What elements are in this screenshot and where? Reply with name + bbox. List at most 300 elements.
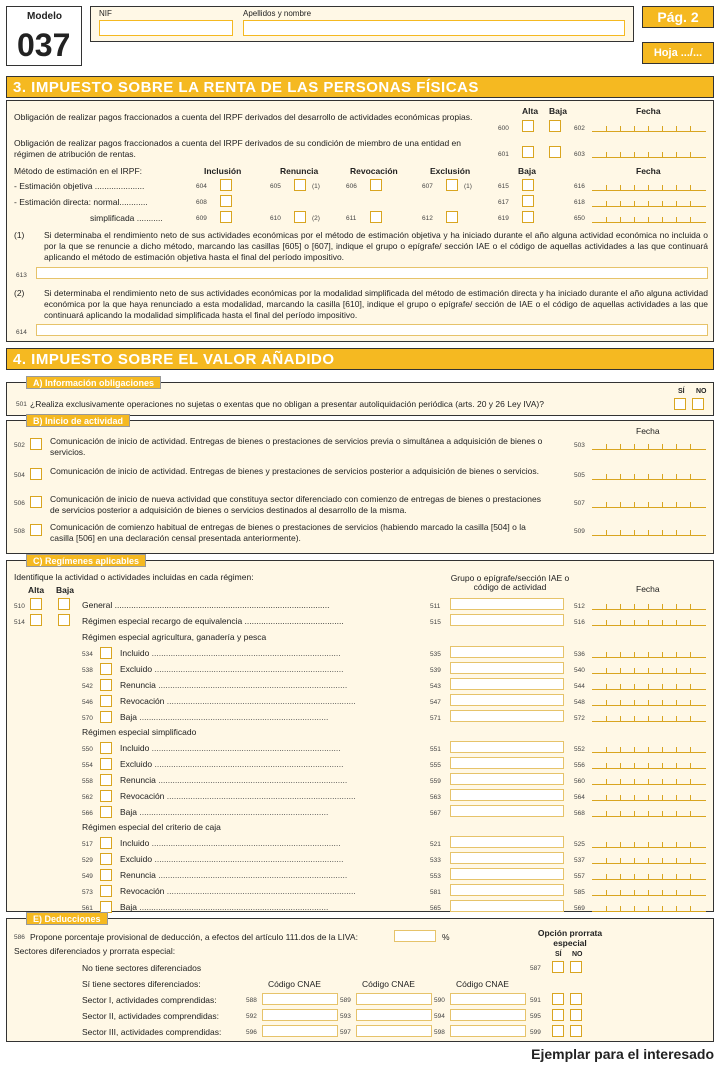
code-600: 600 [498,125,509,132]
date-564[interactable] [592,787,706,801]
dot-leader: ................................................................................ [152,759,344,769]
code-542: 542 [82,683,93,690]
alta-header: Alta [522,106,539,116]
code-539: 539 [430,667,441,674]
checkbox-615[interactable] [522,179,534,191]
cnae-header-2: Código CNAE [362,979,415,989]
checkbox-610[interactable] [294,211,306,223]
caja-header: Régimen especial del criterio de caja [82,822,221,832]
code-589: 589 [340,997,351,1004]
date-536[interactable] [592,644,706,658]
code-555: 555 [430,762,441,769]
checkbox-baja-510[interactable] [58,598,70,610]
baja-header: Baja [549,106,567,116]
date-512[interactable] [592,596,706,610]
checkbox-595-no[interactable] [570,1009,582,1021]
regime-label-554 [120,759,420,769]
date-503[interactable] [592,436,706,450]
code-610: 610 [270,215,281,222]
checkbox-508[interactable] [30,524,42,536]
code-552: 552 [574,746,585,753]
col-baja: Baja [518,166,536,176]
regime-label-562 [120,791,420,801]
regime-label-534 [120,648,420,658]
date-540[interactable] [592,660,706,674]
regime-label-558 [120,775,420,785]
regime-label-text: Renuncia [120,680,156,690]
checkbox-510[interactable] [30,598,42,610]
checkbox-538[interactable] [100,663,112,675]
code-609: 609 [196,215,207,222]
code-514: 514 [14,619,25,626]
date-616[interactable] [592,177,706,191]
field-547[interactable] [450,694,564,706]
field-581[interactable] [450,884,564,896]
estimacion-directa-normal-label: - Estimación directa: normal............ [14,197,148,207]
modelo-number: 037 [17,27,71,63]
a-si-header: SÍ [678,388,685,395]
checkbox-529[interactable] [100,853,112,865]
code-617: 617 [498,199,509,206]
simplificado-header: Régimen especial simplificado [82,727,197,737]
date-516[interactable] [592,612,706,626]
inicio-text-504: Comunicación de inicio de actividad. Entregas de bienes y prestaciones de servicios posterior a adquisición de bienes o servicios. [50,466,540,476]
code-551: 551 [430,746,441,753]
regime-label-570 [120,712,420,722]
field-614[interactable] [36,324,708,336]
nif-label: NIF [99,9,112,18]
checkbox-514[interactable] [30,614,42,626]
note-2-text: Si determinaba el rendimiento neto de sus actividades económicas por la modalidad simplificada del método de estimación directa y ha iniciado durante el año alguna actividad económica por la que haya renunciado a esta modalidad, marcando la casilla [610], indique el grupo o epígrafe/ sección de IAE o el código de aquellas actividades a las que continuará aplicando la modalidad simplificada hasta el final del período impositivo. [44,288,708,320]
code-615: 615 [498,183,509,190]
checkbox-599-si[interactable] [552,1025,564,1037]
field-565[interactable] [450,900,564,912]
dot-leader: ................................................................................ [164,791,356,801]
field-597[interactable] [356,1025,432,1037]
code-505: 505 [574,472,585,479]
code-506: 506 [14,500,25,507]
regime-label-566 [120,807,420,817]
code-588: 588 [246,997,257,1004]
code-561: 561 [82,905,93,912]
checkbox-549[interactable] [100,869,112,881]
code-559: 559 [430,778,441,785]
sector-label-2: Sector II, actividades comprendidas: [82,1011,220,1021]
note-1-marker: (1) [14,230,25,240]
sector-label-3: Sector III, actividades comprendidas: [82,1027,222,1037]
nif-field[interactable] [99,20,233,36]
field-571[interactable] [450,710,564,722]
checkbox-501-no[interactable] [692,398,704,410]
cnae-header-3: Código CNAE [456,979,509,989]
code-534: 534 [82,651,93,658]
code-521: 521 [430,841,441,848]
code-595: 595 [530,1013,541,1020]
field-592[interactable] [262,1009,338,1021]
date-602[interactable] [592,118,706,132]
general-label: General ........................................................................................... [82,600,330,610]
checkbox-607[interactable] [446,179,458,191]
obligacion-1: Obligación de realizar pagos fraccionados a cuenta del IRPF derivados del desarrollo de actividades económicas propias. [14,112,473,122]
identification-box [90,6,634,42]
checkbox-595-si[interactable] [552,1009,564,1021]
regime-label-text: Baja [120,807,138,817]
field-563[interactable] [450,789,564,801]
section-3-title: 3. IMPUESTO SOBRE LA RENTA DE LAS PERSONAS FÍSICAS [6,76,714,98]
code-543: 543 [430,683,441,690]
code-537: 537 [574,857,585,864]
regime-label-text: Baja [120,712,138,722]
agricultura-header: Régimen especial agricultura, ganadería y pesca [82,632,267,642]
date-568[interactable] [592,803,706,817]
code-563: 563 [430,794,441,801]
field-586[interactable] [394,930,436,942]
apellidos-field[interactable] [243,20,625,36]
regime-label-561 [120,902,420,912]
section-4-title: 4. IMPUESTO SOBRE EL VALOR AÑADIDO [6,348,714,370]
code-605: 605 [270,183,281,190]
tab-a: A) Información obligaciones [26,376,161,389]
pct-sign: % [442,932,450,942]
code-553: 553 [430,873,441,880]
checkbox-502[interactable] [30,438,42,450]
mark-607: (1) [464,183,472,190]
mark-610: (2) [312,215,320,222]
modelo-label: Modelo [27,11,62,22]
code-544: 544 [574,683,585,690]
code-569: 569 [574,905,585,912]
page-box [642,6,714,28]
checkbox-501-si[interactable] [674,398,686,410]
code-568: 568 [574,810,585,817]
regime-label-text: Revocación [120,696,165,706]
code-533: 533 [430,857,441,864]
e-no-header: NO [572,951,583,958]
checkbox-605[interactable] [294,179,306,191]
date-603[interactable] [592,144,706,158]
field-551[interactable] [450,741,564,753]
regime-label-text: Excluido [120,759,153,769]
checkbox-baja-601[interactable] [549,146,561,158]
field-521[interactable] [450,836,564,848]
field-589[interactable] [356,993,432,1005]
a-no-header: NO [696,388,707,395]
code-546: 546 [82,699,93,706]
question-501: ¿Realiza exclusivamente operaciones no sujetas o exentas que no obligan a presentar autoliquidación periódica (arts. 20 y 26 Ley IVA)? [30,399,544,409]
checkbox-604[interactable] [220,179,232,191]
code-560: 560 [574,778,585,785]
field-593[interactable] [356,1009,432,1021]
checkbox-601[interactable] [522,146,534,158]
date-572[interactable] [592,708,706,722]
code-549: 549 [82,873,93,880]
date-552[interactable] [592,739,706,753]
checkbox-562[interactable] [100,790,112,802]
checkbox-baja-600[interactable] [549,120,561,132]
dot-leader: ................................................................................ [164,886,356,896]
regime-label-546 [120,696,420,706]
dot-leader: ................................................................................ [149,743,341,753]
checkbox-619[interactable] [522,211,534,223]
field-594[interactable] [450,1009,526,1021]
code-556: 556 [574,762,585,769]
code-554: 554 [82,762,93,769]
b-fecha-header: Fecha [636,426,660,436]
regime-label-text: Renuncia [120,870,156,880]
code-547: 547 [430,699,441,706]
code-594: 594 [434,1013,445,1020]
field-613[interactable] [36,267,708,279]
code-607: 607 [422,183,433,190]
code-529: 529 [82,857,93,864]
field-515[interactable] [450,614,564,626]
checkbox-baja-514[interactable] [58,614,70,626]
checkbox-609[interactable] [220,211,232,223]
checkbox-599-no[interactable] [570,1025,582,1037]
hoja-label: Hoja .../... [653,47,703,59]
checkbox-617[interactable] [522,195,534,207]
code-601: 601 [498,151,509,158]
code-557: 557 [574,873,585,880]
code-591: 591 [530,997,541,1004]
code-550: 550 [82,746,93,753]
regime-label-text: Revocación [120,791,165,801]
apellidos-label: Apellidos y nombre [243,9,312,18]
code-571: 571 [430,715,441,722]
code-573: 573 [82,889,93,896]
dot-leader: ................................................................................ [155,870,348,880]
code-585: 585 [574,889,585,896]
regime-label-550 [120,743,420,753]
date-556[interactable] [592,755,706,769]
checkbox-611[interactable] [370,211,382,223]
estimacion-objetiva-label: - Estimación objetiva ..................... [14,181,145,191]
checkbox-587-si[interactable] [552,961,564,973]
code-562: 562 [82,794,93,801]
field-539[interactable] [450,662,564,674]
code-593: 593 [340,1013,351,1020]
date-585[interactable] [592,882,706,896]
checkbox-606[interactable] [370,179,382,191]
field-511[interactable] [450,598,564,610]
code-572: 572 [574,715,585,722]
code-611: 611 [346,215,357,222]
code-508: 508 [14,528,25,535]
date-618[interactable] [592,193,706,207]
code-501: 501 [16,401,27,408]
checkbox-570[interactable] [100,711,112,723]
obligacion-2: Obligación de realizar pagos fraccionados a cuenta del IRPF derivados de su condición de miembro de una entidad en régimen de atribución de rentas. [14,138,461,159]
date-569[interactable] [592,898,706,912]
code-516: 516 [574,619,585,626]
modelo-box [6,6,82,66]
code-503: 503 [574,442,585,449]
code-608: 608 [196,199,207,206]
code-548: 548 [574,699,585,706]
code-606: 606 [346,183,357,190]
checkbox-566[interactable] [100,806,112,818]
checkbox-506[interactable] [30,496,42,508]
dot-leader: ................................................................................ [155,680,348,690]
note-2-marker: (2) [14,288,25,298]
date-544[interactable] [592,676,706,690]
regime-label-549 [120,870,420,880]
checkbox-504[interactable] [30,468,42,480]
field-543[interactable] [450,678,564,690]
date-557[interactable] [592,866,706,880]
code-517: 517 [82,841,93,848]
code-502: 502 [14,442,25,449]
date-537[interactable] [592,850,706,864]
code-567: 567 [430,810,441,817]
code-618: 618 [574,199,585,206]
code-511: 511 [430,603,441,610]
regime-label-529 [120,854,420,864]
field-553[interactable] [450,868,564,880]
dot-leader: ................................................................................ [137,807,329,817]
inicio-text-506: Comunicación de inicio de nueva actividad que constituya sector diferenciado con comienzo de entregas de bienes o prestaciones de servicios posterior a adquisición de bienes o servicios destinados al desarrollo de la misma. [50,494,541,515]
code-604: 604 [196,183,207,190]
field-596[interactable] [262,1025,338,1037]
code-509: 509 [574,528,585,535]
code-596: 596 [246,1029,257,1036]
e-si-header: SÍ [555,951,562,958]
field-535[interactable] [450,646,564,658]
code-564: 564 [574,794,585,801]
code-650: 650 [574,215,585,222]
date-525[interactable] [592,834,706,848]
c-baja-header: Baja [56,585,74,595]
code-612: 612 [422,215,433,222]
field-567[interactable] [450,805,564,817]
code-586: 586 [14,934,25,941]
checkbox-608[interactable] [220,195,232,207]
code-599: 599 [530,1029,541,1036]
cnae-header-1: Código CNAE [268,979,321,989]
field-555[interactable] [450,757,564,769]
col-revocacion: Revocación [350,166,398,176]
checkbox-612[interactable] [446,211,458,223]
mark-605: (1) [312,183,320,190]
hoja-box [642,42,714,64]
code-613: 613 [16,272,27,279]
tab-e: E) Deducciones [26,912,108,925]
checkbox-550[interactable] [100,742,112,754]
dot-leader: ................................................................................ [164,696,356,706]
c-fecha-header: Fecha [636,584,660,594]
date-650[interactable] [592,209,706,223]
code-566: 566 [82,810,93,817]
checkbox-534[interactable] [100,647,112,659]
code-592: 592 [246,1013,257,1020]
checkbox-558[interactable] [100,774,112,786]
sectores-label: Sectores diferenciados y prorrata especial: [14,946,176,956]
c-alta-header: Alta [28,585,45,595]
checkbox-600[interactable] [522,120,534,132]
checkbox-546[interactable] [100,695,112,707]
regime-label-text: Baja [120,902,138,912]
field-533[interactable] [450,852,564,864]
dot-leader: ................................................................................ [137,712,329,722]
page-number: Pág. 2 [657,9,699,25]
code-581: 581 [430,889,441,896]
date-548[interactable] [592,692,706,706]
si-tiene-label: Sí tiene sectores diferenciados: [82,979,201,989]
checkbox-573[interactable] [100,885,112,897]
field-590[interactable] [450,993,526,1005]
checkbox-554[interactable] [100,758,112,770]
identifique-label: Identifique la actividad o actividades incluidas en cada régimen: [14,572,254,582]
code-597: 597 [340,1029,351,1036]
fecha-header: Fecha [636,106,661,116]
regime-label-538 [120,664,420,674]
col-fecha: Fecha [636,166,661,176]
code-558: 558 [82,778,93,785]
checkbox-517[interactable] [100,837,112,849]
code-507: 507 [574,500,585,507]
field-598[interactable] [450,1025,526,1037]
regime-label-text: Revocación [120,886,165,896]
regime-label-573 [120,886,420,896]
code-602: 602 [574,125,585,132]
sector-label-1: Sector I, actividades comprendidas: [82,995,217,1005]
tab-b: B) Inicio de actividad [26,414,130,427]
tab-c: C) Regímenes aplicables [26,554,146,567]
regime-label-542 [120,680,420,690]
checkbox-542[interactable] [100,679,112,691]
regime-label-517 [120,838,420,848]
dot-leader: ................................................................................ [149,838,341,848]
dot-leader: ................................................................................ [155,775,348,785]
inicio-text-508: Comunicación de comienzo habitual de entregas de bienes o prestaciones de servicios (habiendo marcado la casilla [504] o la casilla [506] en una declaración censal presentada anteriormente). [50,522,526,543]
propone-label: Propone porcentaje provisional de deducción, a efectos del artículo 111.dos de la LIVA: [30,932,358,942]
code-504: 504 [14,472,25,479]
no-tiene-label: No tiene sectores diferenciados [82,963,202,973]
code-565: 565 [430,905,441,912]
code-525: 525 [574,841,585,848]
code-536: 536 [574,651,585,658]
checkbox-587-no[interactable] [570,961,582,973]
col-inclusion: Inclusión [204,166,242,176]
metodo-label: Método de estimación en el IRPF: [14,166,143,176]
checkbox-591-no[interactable] [570,993,582,1005]
code-587: 587 [530,965,541,972]
dot-leader: ................................................................................ [149,648,341,658]
recargo-label: Régimen especial recargo de equivalencia .......................................... [82,616,344,626]
code-616: 616 [574,183,585,190]
code-590: 590 [434,997,445,1004]
regime-label-text: Excluido [120,854,153,864]
regime-label-text: Incluido [120,838,150,848]
field-588[interactable] [262,993,338,1005]
code-570: 570 [82,715,93,722]
regime-label-text: Incluido [120,743,150,753]
regime-label-text: Renuncia [120,775,156,785]
footer-label: Ejemplar para el interesado [531,1046,714,1062]
date-560[interactable] [592,771,706,785]
code-614: 614 [16,329,27,336]
checkbox-591-si[interactable] [552,993,564,1005]
dot-leader: ................................................................................ [152,854,344,864]
date-509[interactable] [592,522,706,536]
regime-label-text: Excluido [120,664,153,674]
field-559[interactable] [450,773,564,785]
dot-leader: ................................................................................ [152,664,344,674]
estimacion-directa-simplificada-label: simplificada ........... [90,213,163,223]
date-507[interactable] [592,494,706,508]
date-505[interactable] [592,466,706,480]
code-510: 510 [14,603,25,610]
